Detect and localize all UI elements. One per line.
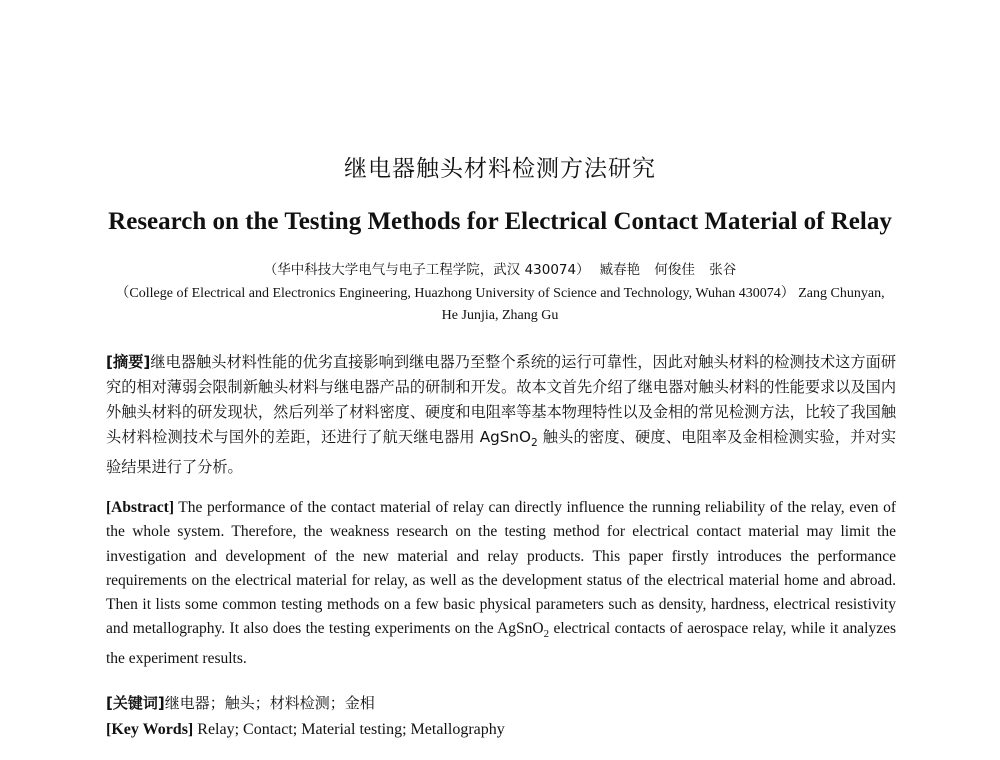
- abstract-english-subscript: 2: [543, 628, 550, 641]
- keywords-english-text: Relay; Contact; Material testing; Metallography: [193, 721, 505, 738]
- abstract-chinese: [106, 350, 896, 480]
- paper-title-chinese: 继电器触头材料检测方法研究: [344, 156, 656, 182]
- authors-chinese: 臧春艳 何俊佳 张谷: [599, 262, 737, 278]
- keywords-chinese: [106, 692, 896, 713]
- keywords-chinese-text: 继电器；触头；材料检测；金相: [164, 694, 375, 712]
- keywords-english: [106, 721, 896, 739]
- abstract-english-text-1: The performance of the contact material of relay can directly influence the running reliability of the relay, even of the whole system. Therefore, the weakness research on the testing method for electrical contact material may limit the investigation and development of the new material and relay products. This paper firstly introduces the performance requirements on the electrical material for relay, as well as the development status of the electrical material home and abroad. Then it lists some common testing methods on a few basic physical parameters such as density, hardness, electrical resistivity and metallography. It also does the testing experiments on the AgSnO: [106, 499, 896, 638]
- affiliation-english: （College of Electrical and Electronics Engineering, Huazhong University of Science and Technology, Wuhan 430074） Zang Chunyan, He Junjia, Zhang Gu: [115, 286, 885, 323]
- abstract-english: [106, 496, 896, 671]
- abstract-english-label: [Abstract]: [106, 499, 175, 516]
- abstract-english-text-2: electrical contacts of aerospace relay, while it analyzes the experiment results.: [106, 620, 897, 667]
- abstract-chinese-text-2: 触头的密度、硬度、电阻率及金相检测实验，并对实验结果进行了分析。: [106, 428, 897, 477]
- keywords-chinese-label: [关键词]: [106, 694, 165, 712]
- affiliation-chinese-text: （华中科技大学电气与电子工程学院，武汉 430074）: [263, 262, 590, 278]
- affiliation-chinese: [0, 258, 1000, 278]
- abstract-chinese-subscript: 2: [531, 436, 538, 450]
- keywords-english-label: [Key Words]: [106, 721, 194, 738]
- paper-title-english: Research on the Testing Methods for Electrical Contact Material of Relay: [108, 208, 892, 235]
- abstract-chinese-text-1: 继电器触头材料性能的优劣直接影响到继电器乃至整个系统的运行可靠性，因此对触头材料的检测技术这方面研究的相对薄弱会限制新触头材料与继电器产品的研制和开发。故本文首先介绍了继电器对触头材料的性能要求以及国内外触头材料的研发现状，然后列举了材料密度、硬度和电阻率等基本物理特性以及金相的常见检测方法，比较了我国触头材料检测技术与国外的差距，还进行了航天继电器用 AgSnO: [106, 353, 897, 446]
- abstract-chinese-label: [摘要]: [106, 353, 151, 371]
